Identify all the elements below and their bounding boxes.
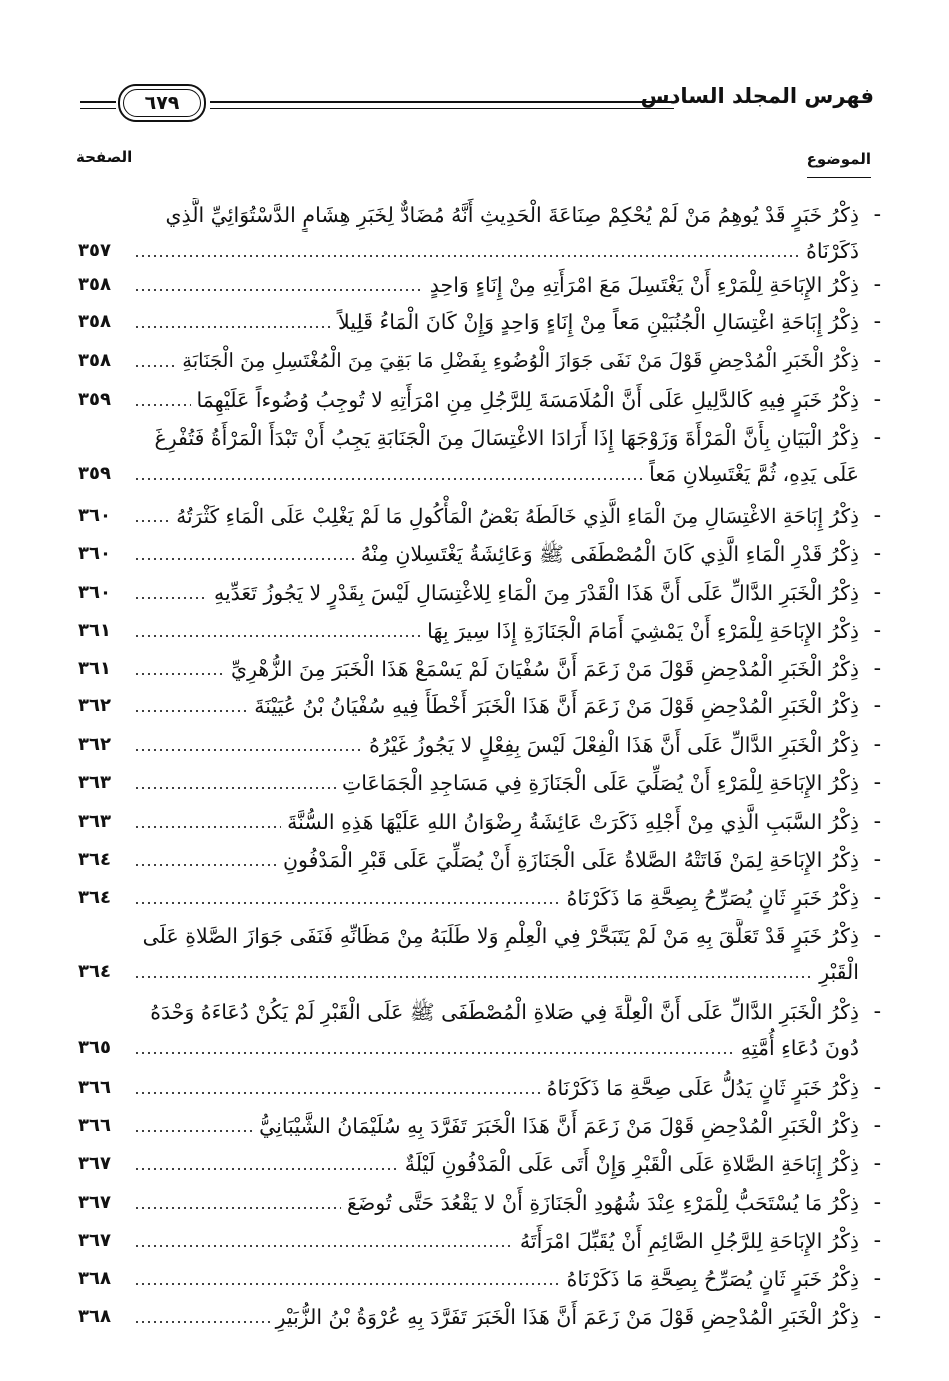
entry-text: ذِكْرُ الإِبَاحَةِ لِلرَّجُلِ الصَّائِمِ أَنْ يُقَبِّلَ امْرَأَتَهُ: [519, 1229, 859, 1253]
entry-text: ذِكْرُ الْخَبَرِ الدَّالِّ عَلَى أَنَّ هَذَا الْقَدْرَ مِنَ الْمَاءِ لِلاغْتِسَالِ لَيْسَ بِقَدْرٍ لا يَجُوزُ تَعَدِّيهِ: [213, 581, 859, 605]
entry-page-number: ٣٦١: [78, 658, 111, 679]
column-heading-page: الصفحة: [76, 148, 133, 166]
entry-bullet: -: [873, 999, 881, 1024]
leader-dots: [134, 733, 363, 757]
entry-page-number: ٣٦٢: [78, 695, 111, 716]
leader-dots: [134, 657, 225, 681]
entry-bullet: -: [873, 885, 881, 910]
index-entry: [78, 1147, 881, 1183]
entry-bullet: -: [873, 847, 881, 872]
leader-dots: [134, 694, 248, 718]
page-number: ٦٧٩: [123, 89, 201, 117]
entry-page-number: ٣٦٤: [78, 887, 111, 908]
leader-dots: [134, 273, 424, 297]
index-entry: [78, 881, 881, 917]
index-entry: [78, 652, 881, 688]
index-entry: [78, 305, 881, 341]
index-entry: [78, 766, 881, 802]
entry-bullet: -: [873, 1075, 881, 1100]
entry-text: ذِكْرُ إِبَاحَةِ اغْتِسَالِ الْجُنُبَيْنِ مَعاً مِنْ إِنَاءٍ وَاحِدٍ وَإِنْ كَانَ الْمَاءُ قَلِيلاً: [338, 310, 859, 334]
leader-dots: [134, 810, 281, 834]
entry-text-continued: دُونَ دُعَاءِ أُمَّتِهِ: [740, 1036, 859, 1060]
entry-page-number: ٣٥٨: [78, 350, 111, 371]
entry-text: ذِكْرُ الْخَبَرِ الدَّالِّ عَلَى أَنَّ هَذَا الْفِعْلَ لَيْسَ بِفِعْلٍ لا يَجُوزُ غَيْرُهُ: [369, 733, 859, 757]
entry-text: ذِكْرُ قَدْرِ الْمَاءِ الَّذِي كَانَ الْمُصْطَفَى ﷺ وَعَائِشَةُ يَغْتَسِلانِ مِنْهُ: [360, 542, 859, 566]
index-entry: [78, 499, 881, 535]
entry-text: ذِكْرُ الْخَبَرِ الْمُدْحِضِ قَوْلَ مَنْ زَعَمَ أَنَّ سُفْيَانَ لَمْ يَسْمَعْ هَذَا الْخَبَرَ مِنَ الزُّهْرِيِّ: [231, 657, 859, 681]
leader-dots: [134, 310, 332, 334]
entry-page-number: ٣٥٩: [78, 389, 111, 410]
leader-dots: [134, 960, 813, 984]
leader-dots: [134, 1191, 341, 1215]
index-entry: [78, 995, 881, 1067]
entry-page-number: ٣٦٥: [78, 1037, 111, 1058]
entry-page-number: ٣٦٨: [78, 1306, 111, 1327]
header-rule: [210, 101, 674, 109]
entry-text: ذِكْرُ الْخَبَرِ الْمُدْحِضِ قَوْلَ مَنْ نَفَى جَوَازَ الْوُضُوءِ بِفَضْلِ مَا بَقِيَ مِنَ الْمُغْتَسِلِ مِنَ الْجَنَابَةِ: [182, 349, 859, 372]
leader-dots: [134, 239, 800, 263]
entry-bullet: -: [873, 348, 881, 373]
entry-text: ذِكْرُ الإِبَاحَةِ لِلْمَرْءِ أَنْ يَغْتَسِلَ مَعَ امْرَأَتِهِ مِنْ إِنَاءٍ وَاحِدٍ: [429, 273, 859, 297]
index-entry: [78, 198, 881, 270]
entry-page-number: ٣٦٠: [78, 505, 111, 526]
entry-text-continued: ذَكَرْنَاهُ: [806, 239, 859, 263]
column-heading-underline: [807, 177, 871, 178]
index-entry: [78, 805, 881, 841]
entry-text: ذِكْرُ خَبَرٍ فِيهِ كَالدَّلِيلِ عَلَى أَنَّ الْمُلَامَسَةَ لِلرَّجُلِ مِنِ امْرَأَتِهِ لا تُوجِبُ وُضُوءاً عَلَيْهِمَا: [196, 388, 859, 412]
entry-page-number: ٣٦٤: [78, 849, 111, 870]
leader-dots: [134, 462, 643, 486]
entry-bullet: -: [873, 618, 881, 643]
leader-dots: [134, 771, 336, 795]
entry-page-number: ٣٥٩: [78, 463, 111, 484]
entry-text: ذِكْرُ الْخَبَرِ الْمُدْحِضِ قَوْلَ مَنْ زَعَمَ أَنَّ هَذَا الْخَبَرَ أَخْطَأَ فِيهِ سُفْيَانُ بْنُ عُيَيْنَةَ: [254, 694, 859, 718]
entry-text: ذِكْرُ خَبَرٍ قَدْ يُوهِمُ مَنْ لَمْ يُحْكِمْ صِنَاعَةَ الْحَدِيثِ أَنَّهُ مُضَادٌّ لِخَبَرِ هِشَامٍ الدَّسْتُوَائِيِّ الَّذِي: [165, 203, 859, 227]
leader-dots: [134, 1229, 514, 1253]
entry-bullet: -: [873, 656, 881, 681]
entry-text: ذِكْرُ خَبَرٍ قَدْ تَعَلَّقَ بِهِ مَنْ لَمْ يَتَبَحَّرْ فِي الْعِلْمِ وَلا طَلَبَهُ مِنْ مَظَانِّهِ فَنَفَى جَوَازَ الصَّلاةِ عَلَى: [142, 924, 859, 948]
entry-page-number: ٣٦٢: [78, 734, 111, 755]
entry-bullet: -: [873, 503, 881, 528]
entry-bullet: -: [873, 1190, 881, 1215]
entry-page-number: ٣٦١: [78, 620, 111, 641]
entry-text: ذِكْرُ السَّبَبِ الَّذِي مِنْ أَجْلِهِ ذَكَرَتْ عَائِشَةُ رِضْوَانُ اللهِ عَلَيْهَا هَذِهِ السُّنَّةَ: [287, 810, 859, 834]
entry-text-continued: عَلَى يَدِهِ، ثُمَّ يَغْتَسِلانِ مَعاً: [649, 462, 859, 486]
entry-bullet: -: [873, 770, 881, 795]
entry-bullet: -: [873, 541, 881, 566]
leader-dots: [134, 1267, 561, 1291]
leader-dots: [134, 619, 421, 643]
index-entry: [78, 689, 881, 725]
leader-dots: [134, 1152, 399, 1176]
entry-page-number: ٣٦٦: [78, 1115, 111, 1136]
entry-bullet: -: [873, 1151, 881, 1176]
leader-dots: [134, 1305, 270, 1329]
index-entry: [78, 1224, 881, 1260]
entry-text: ذِكْرُ إِبَاحَةِ الاغْتِسَالِ مِنَ الْمَاءِ الَّذِي خَالَطَهُ بَعْضُ الْمَأْكُولِ مَا لَمْ يَغْلِبْ عَلَى الْمَاءِ كَثْرَتُهُ: [176, 504, 859, 528]
index-entry: [78, 843, 881, 879]
entry-text: ذِكْرُ إِبَاحَةِ الصَّلاةِ عَلَى الْقَبْرِ وَإِنْ أَتَى عَلَى الْمَدْفُونِ لَيْلَةٌ: [404, 1152, 859, 1176]
entry-page-number: ٣٦٧: [78, 1230, 111, 1251]
entry-bullet: -: [873, 309, 881, 334]
page-header-title: فهرس المجلد السادس: [640, 84, 874, 108]
entry-bullet: -: [873, 923, 881, 948]
entry-text: ذِكْرُ الإِبَاحَةِ لِمَنْ فَاتَتْهُ الصَّلاةُ عَلَى الْجَنَازَةِ أَنْ يُصَلِّيَ عَلَى قَبْرِ الْمَدْفُونِ: [282, 848, 859, 872]
entry-bullet: -: [873, 809, 881, 834]
entry-page-number: ٣٥٧: [78, 240, 111, 261]
entry-bullet: -: [873, 1304, 881, 1329]
entry-bullet: -: [873, 1228, 881, 1253]
entry-page-number: ٣٦٧: [78, 1153, 111, 1174]
index-entry: [78, 1071, 881, 1107]
entry-page-number: ٣٦٣: [78, 772, 111, 793]
index-entry: [78, 421, 881, 493]
leader-dots: [134, 581, 208, 605]
entry-text: ذِكْرُ الْخَبَرِ الدَّالِّ عَلَى أَنَّ الْعِلَّةَ فِي صَلاةِ الْمُصْطَفَى ﷺ عَلَى الْقَبْرِ لَمْ يَكُنْ دُعَاءَهُ وَحْدَهُ: [150, 1000, 859, 1024]
entry-page-number: ٣٦٨: [78, 1268, 111, 1289]
leader-dots: [134, 1114, 253, 1138]
entry-page-number: ٣٦٠: [78, 582, 111, 603]
entry-page-number: ٣٦٣: [78, 811, 111, 832]
leader-dots: [134, 388, 191, 412]
index-entry: [78, 919, 881, 991]
header-rule-left: [80, 101, 116, 109]
leader-dots: [134, 886, 561, 910]
entry-bullet: -: [873, 272, 881, 297]
entry-bullet: -: [873, 387, 881, 412]
index-entry: [78, 1300, 881, 1336]
entry-text: ذِكْرُ خَبَرٍ ثَانٍ يُصَرِّحُ بِصِحَّةِ مَا ذَكَرْنَاهُ: [566, 886, 859, 910]
index-entry: [78, 1262, 881, 1298]
index-entry: [78, 268, 881, 304]
entry-page-number: ٣٦٠: [78, 543, 111, 564]
entry-page-number: ٣٥٨: [78, 274, 111, 295]
index-entry: [78, 576, 881, 612]
index-entry: [78, 344, 881, 380]
entry-text: ذِكْرُ مَا يُسْتَحَبُّ لِلْمَرْءِ عِنْدَ شُهُودِ الْجَنَازَةِ أَنْ لا يَقْعُدَ حَتَّى تُوضَعَ: [347, 1191, 859, 1215]
page-number-frame: [118, 84, 206, 122]
index-entry: [78, 1109, 881, 1145]
index-entry: [78, 383, 881, 419]
entry-bullet: -: [873, 1266, 881, 1291]
index-entry: [78, 728, 881, 764]
entry-bullet: -: [873, 425, 881, 450]
entry-bullet: -: [873, 732, 881, 757]
leader-dots: [134, 349, 176, 373]
entry-bullet: -: [873, 202, 881, 227]
leader-dots: [134, 1036, 735, 1060]
leader-dots: [134, 848, 277, 872]
entry-text: ذِكْرُ الْخَبَرِ الْمُدْحِضِ قَوْلَ مَنْ زَعَمَ أَنَّ هَذَا الْخَبَرَ تَفَرَّدَ بِهِ سُلَيْمَانُ الشَّيْبَانِيُّ: [259, 1114, 859, 1138]
leader-dots: [134, 542, 355, 566]
entry-text: ذِكْرُ خَبَرٍ ثَانٍ يَدُلُّ عَلَى صِحَّةِ مَا ذَكَرْنَاهُ: [546, 1076, 859, 1100]
entry-text: ذِكْرُ الإِبَاحَةِ لِلْمَرْءِ أَنْ يَمْشِيَ أَمَامَ الْجَنَازَةِ إِذَا سِيرَ بِهَا: [427, 619, 859, 643]
entry-text: ذِكْرُ الإِبَاحَةِ لِلْمَرْءِ أَنْ يُصَلِّيَ عَلَى الْجَنَازَةِ فِي مَسَاجِدِ الْجَمَاعَاتِ: [341, 771, 859, 795]
entry-page-number: ٣٦٧: [78, 1192, 111, 1213]
index-entry: [78, 1186, 881, 1222]
entry-text-continued: الْقَبْرِ: [819, 960, 859, 984]
column-heading-topic: الموضوع: [806, 150, 871, 168]
entry-text: ذِكْرُ خَبَرٍ ثَانٍ يُصَرِّحُ بِصِحَّةِ مَا ذَكَرْنَاهُ: [566, 1267, 859, 1291]
index-entry: [78, 537, 881, 573]
leader-dots: [134, 1076, 541, 1100]
entry-page-number: ٣٦٤: [78, 961, 111, 982]
entry-page-number: ٣٥٨: [78, 311, 111, 332]
entry-page-number: ٣٦٦: [78, 1077, 111, 1098]
entry-bullet: -: [873, 1113, 881, 1138]
entry-bullet: -: [873, 693, 881, 718]
leader-dots: [134, 504, 170, 528]
entry-text: ذِكْرُ الْبَيَانِ بِأَنَّ الْمَرْأَةَ وَزَوْجَهَا إِذَا أَرَادَا الاغْتِسَالَ مِنَ الْجَنَابَةِ يَجِبُ أَنْ تَبْدَأَ الْمَرْأَةُ فَتُفْرِغَ: [154, 426, 859, 450]
entry-text: ذِكْرُ الْخَبَرِ الْمُدْحِضِ قَوْلَ مَنْ زَعَمَ أَنَّ هَذَا الْخَبَرَ تَفَرَّدَ بِهِ عُرْوَةُ بْنُ الزُّبَيْرِ: [275, 1305, 859, 1329]
entry-bullet: -: [873, 580, 881, 605]
index-entry: [78, 614, 881, 650]
